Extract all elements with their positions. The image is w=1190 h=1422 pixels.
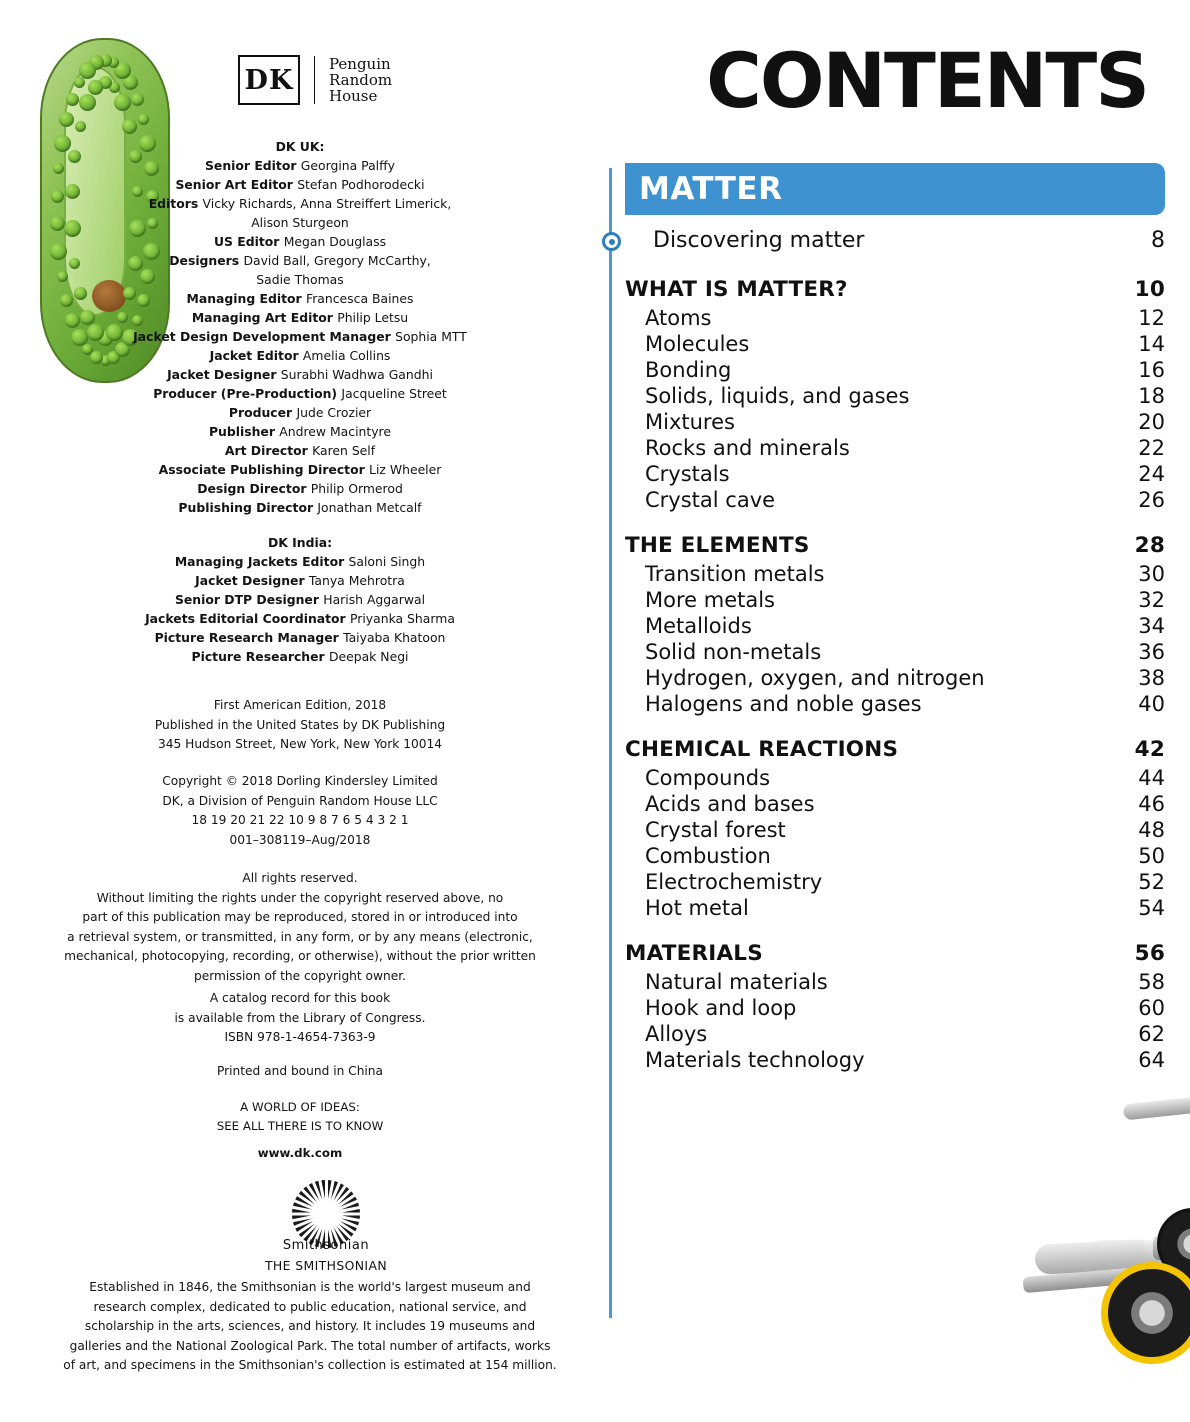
- toc-entry[interactable]: [625, 666, 1165, 692]
- uk-credit-role: Associate Publishing Director: [158, 462, 370, 477]
- toc-entry-title: Halogens and noble gases: [645, 692, 922, 716]
- toc-entry[interactable]: [625, 996, 1165, 1022]
- copyright-block: [60, 772, 540, 850]
- catalog-line-2: is available from the Library of Congress.: [174, 1010, 426, 1025]
- chloroplast-granum: [79, 62, 96, 79]
- toc-section-heading[interactable]: [625, 533, 1165, 562]
- toc-entry-page: 64: [1138, 1048, 1165, 1072]
- uk-credit-role: Senior Editor: [205, 158, 301, 173]
- toc-entry[interactable]: [625, 358, 1165, 384]
- chloroplast-granum: [88, 80, 103, 95]
- toc-entry-page: 8: [1151, 228, 1165, 253]
- uk-credit-row: [60, 175, 540, 194]
- toc-entry-title: Hot metal: [645, 896, 749, 920]
- toc-entry[interactable]: [625, 436, 1165, 462]
- uk-credit-names: Philip Letsu: [337, 310, 409, 325]
- uk-credit-row: [60, 251, 540, 270]
- uk-credit-names: Sophia MTT: [395, 329, 467, 344]
- toc-entry-page: 16: [1138, 358, 1165, 382]
- toc-entry[interactable]: [625, 562, 1165, 588]
- uk-credit-role: Jacket Design Development Manager: [133, 329, 396, 344]
- copyright-line-4: 001–308119–Aug/2018: [229, 832, 371, 847]
- uk-credit-row: [60, 213, 540, 232]
- india-credit-row: [60, 647, 540, 666]
- credits-india-list: [60, 552, 540, 666]
- uk-credit-row: [60, 498, 540, 517]
- toc-section-heading[interactable]: [625, 941, 1165, 970]
- toc-entry-page: 48: [1138, 818, 1165, 842]
- toc-entry-page: 62: [1138, 1022, 1165, 1046]
- smithsonian-line-2: research complex, dedicated to public education, national service, and: [93, 1299, 527, 1314]
- toc-entry[interactable]: [625, 640, 1165, 666]
- smithsonian-heading: THE SMITHSONIAN: [264, 1258, 388, 1273]
- catalog-block: [60, 989, 540, 1048]
- uk-credit-names: Georgina Palffy: [300, 158, 395, 173]
- uk-credit-row: [60, 479, 540, 498]
- uk-credit-names: Vicky Richards, Anna Streiffert Limerick,: [202, 196, 452, 211]
- toc-entry[interactable]: [625, 332, 1165, 358]
- race-car-illustration: [1015, 1090, 1190, 1410]
- toc-entry-title: Rocks and minerals: [645, 436, 850, 460]
- toc-entry-page: 24: [1138, 462, 1165, 486]
- smithsonian-logo-label: Smithsonian: [282, 1238, 370, 1253]
- toc-entry-page: 12: [1138, 306, 1165, 330]
- prh-line-3: House: [329, 87, 378, 105]
- chloroplast-granum: [66, 93, 79, 106]
- smithsonian-line-1: Established in 1846, the Smithsonian is the world's largest museum and: [89, 1280, 531, 1294]
- penguin-random-house-wordmark: [329, 56, 392, 104]
- uk-credit-role: Designers: [169, 253, 244, 268]
- dk-tagline-block: [60, 1098, 540, 1163]
- toc-section-page: 10: [1134, 277, 1165, 302]
- toc-entry-page: 22: [1138, 436, 1165, 460]
- toc-entry-title: Solid non-metals: [645, 640, 822, 664]
- uk-credit-row: [60, 403, 540, 422]
- toc-entry-title: Molecules: [645, 332, 750, 356]
- india-credit-names: Tanya Mehrotra: [308, 573, 405, 588]
- uk-credit-row: [60, 289, 540, 308]
- uk-credit-row: [60, 156, 540, 175]
- smithsonian-line-4: galleries and the National Zoological Park. The total number of artifacts, works: [69, 1338, 551, 1353]
- toc-entry-title: Materials technology: [645, 1048, 865, 1072]
- uk-credit-role: Managing Editor: [186, 291, 306, 306]
- contents-column: [600, 0, 1190, 1422]
- india-credit-role: Senior DTP Designer: [174, 592, 324, 607]
- uk-credit-row: [60, 384, 540, 403]
- india-credit-row: [60, 609, 540, 628]
- edition-line-3: 345 Hudson Street, New York, New York 10014: [158, 737, 442, 751]
- toc-entry-page: 18: [1138, 384, 1165, 408]
- uk-credit-role: US Editor: [213, 234, 284, 249]
- toc-entry[interactable]: [625, 766, 1165, 792]
- table-of-contents: [625, 228, 1165, 1074]
- uk-credit-names: Karen Self: [312, 443, 376, 458]
- edition-block: [60, 696, 540, 755]
- uk-credit-names: Sadie Thomas: [256, 272, 344, 287]
- uk-credit-row: [60, 460, 540, 479]
- uk-credit-role: Senior Art Editor: [175, 177, 298, 192]
- rights-line-4: a retrieval system, or transmitted, in any form, or by any means (electronic,: [67, 929, 533, 944]
- uk-credit-role: Publisher: [208, 424, 280, 439]
- prh-line-2: Random: [329, 71, 393, 89]
- dk-penguin-random-house-logo: [238, 55, 392, 105]
- uk-credit-names: Amelia Collins: [302, 348, 391, 363]
- toc-entry-title: Atoms: [645, 306, 712, 330]
- chloroplast-granum: [79, 94, 96, 111]
- toc-entry[interactable]: [625, 896, 1165, 922]
- uk-credit-names: David Ball, Gregory McCarthy,: [243, 253, 431, 268]
- target-dot-icon: [602, 232, 621, 251]
- uk-credit-row: [60, 441, 540, 460]
- smithsonian-description: [60, 1278, 560, 1376]
- rights-line-1: All rights reserved.: [242, 871, 358, 885]
- toc-entry-page: 38: [1138, 666, 1165, 690]
- uk-credit-role: Managing Art Editor: [191, 310, 338, 325]
- credits-block: [60, 135, 540, 666]
- toc-section-title: CHEMICAL REACTIONS: [625, 737, 899, 762]
- toc-entry-page: 14: [1138, 332, 1165, 356]
- india-credit-role: Picture Research Manager: [154, 630, 344, 645]
- toc-entry[interactable]: [625, 588, 1165, 614]
- toc-section-page: 28: [1134, 533, 1165, 558]
- toc-entry-title: Crystal forest: [645, 818, 786, 842]
- india-credit-row: [60, 590, 540, 609]
- toc-entry-title: Crystal cave: [645, 488, 776, 512]
- toc-entry-page: 26: [1138, 488, 1165, 512]
- rights-line-3: part of this publication may be reproduced, stored in or introduced into: [82, 910, 518, 924]
- rear-wing: [1123, 1084, 1190, 1121]
- toc-entry[interactable]: [625, 1048, 1165, 1074]
- logo-divider: [314, 56, 315, 104]
- toc-entry-page: 46: [1138, 792, 1165, 816]
- uk-credit-role: Producer (Pre-Production): [153, 386, 342, 401]
- uk-credit-names: Megan Douglass: [283, 234, 387, 249]
- uk-credit-names: Andrew Macintyre: [279, 424, 392, 439]
- toc-entry[interactable]: [625, 692, 1165, 718]
- isbn: ISBN 978-1-4654-7363-9: [224, 1030, 376, 1044]
- toc-entry[interactable]: [625, 870, 1165, 896]
- catalog-line-1: A catalog record for this book: [209, 991, 391, 1005]
- uk-credit-row: [60, 232, 540, 251]
- toc-entry[interactable]: [625, 384, 1165, 410]
- india-credit-role: Picture Researcher: [191, 649, 329, 664]
- contents-spine-rule: [609, 168, 612, 1318]
- toc-entry-page: 50: [1138, 844, 1165, 868]
- dk-website-link[interactable]: www.dk.com: [257, 1146, 343, 1160]
- smithsonian-line-5: of art, and specimens in the Smithsonian's collection is estimated at 154 million.: [63, 1358, 557, 1372]
- toc-entry[interactable]: [625, 844, 1165, 870]
- toc-section-heading[interactable]: [625, 277, 1165, 306]
- toc-section-title: WHAT IS MATTER?: [625, 277, 848, 302]
- toc-entry-title: Hook and loop: [645, 996, 797, 1020]
- uk-credit-role: Producer: [228, 405, 297, 420]
- toc-entry[interactable]: [625, 970, 1165, 996]
- copyright-line-2: DK, a Division of Penguin Random House LLC: [162, 793, 438, 808]
- uk-credit-role: Jacket Designer: [167, 367, 281, 382]
- uk-credit-role: Editors: [148, 196, 203, 211]
- toc-spacer: [625, 718, 1165, 737]
- india-credit-role: Managing Jackets Editor: [174, 554, 349, 569]
- toc-entry-title: Combustion: [645, 844, 771, 868]
- uk-credit-role: Design Director: [197, 481, 311, 496]
- edition-line-1: First American Edition, 2018: [213, 698, 387, 712]
- tagline-line-2: SEE ALL THERE IS TO KNOW: [216, 1119, 384, 1133]
- toc-entry-page: 36: [1138, 640, 1165, 664]
- uk-credit-names: Surabhi Wadhwa Gandhi: [280, 367, 433, 382]
- chloroplast-granum: [122, 119, 137, 134]
- toc-feature-entry[interactable]: [625, 228, 1165, 258]
- credits-india-heading: DK India:: [267, 535, 333, 550]
- uk-credit-names: Philip Ormerod: [310, 481, 403, 496]
- toc-entry-page: 52: [1138, 870, 1165, 894]
- uk-credit-names: Francesca Baines: [305, 291, 414, 306]
- toc-section-title: THE ELEMENTS: [625, 533, 810, 558]
- uk-credit-row: [60, 327, 540, 346]
- india-credit-row: [60, 552, 540, 571]
- toc-entry-title: Acids and bases: [645, 792, 815, 816]
- uk-credit-row: [60, 346, 540, 365]
- credits-uk-heading: DK UK:: [275, 139, 325, 154]
- tagline-line-1: A WORLD OF IDEAS:: [240, 1100, 360, 1114]
- toc-entry-title: Metalloids: [645, 614, 752, 638]
- uk-credit-names: Liz Wheeler: [369, 462, 442, 477]
- uk-credit-role: Jacket Editor: [209, 348, 303, 363]
- india-credit-names: Harish Aggarwal: [323, 592, 426, 607]
- toc-entry-page: 60: [1138, 996, 1165, 1020]
- edition-line-2: Published in the United States by DK Publishing: [154, 717, 446, 732]
- toc-entry-title: Natural materials: [645, 970, 828, 994]
- toc-entry-title: Discovering matter: [653, 228, 865, 253]
- india-credit-row: [60, 628, 540, 647]
- rights-line-6: permission of the copyright owner.: [194, 968, 406, 983]
- chloroplast-granum: [114, 94, 131, 111]
- toc-entry-title: Compounds: [645, 766, 771, 790]
- section-banner-matter: [625, 163, 1165, 215]
- uk-credit-row: [60, 308, 540, 327]
- india-credit-names: Deepak Negi: [328, 649, 409, 664]
- toc-entry[interactable]: [625, 614, 1165, 640]
- toc-entry-title: Electrochemistry: [645, 870, 823, 894]
- credits-uk-list: [60, 156, 540, 517]
- india-credit-names: Priyanka Sharma: [350, 611, 455, 626]
- page-title: CONTENTS: [706, 36, 1148, 125]
- toc-entry-title: Transition metals: [645, 562, 825, 586]
- india-credit-role: Jacket Designer: [195, 573, 309, 588]
- chloroplast-granum: [131, 93, 144, 106]
- toc-entry[interactable]: [625, 306, 1165, 332]
- toc-entry-title: Alloys: [645, 1022, 708, 1046]
- copyright-line-1: Copyright © 2018 Dorling Kindersley Limited: [162, 774, 438, 788]
- toc-entry[interactable]: [625, 462, 1165, 488]
- uk-credit-names: Alison Sturgeon: [251, 215, 349, 230]
- rights-block: [60, 869, 540, 986]
- india-credit-names: Taiyaba Khatoon: [343, 630, 446, 645]
- toc-entry-page: 58: [1138, 970, 1165, 994]
- toc-entry-title: Hydrogen, oxygen, and nitrogen: [645, 666, 985, 690]
- toc-section-title: MATERIALS: [625, 941, 763, 966]
- uk-credit-names: Jonathan Metcalf: [317, 500, 422, 515]
- toc-entry-page: 40: [1138, 692, 1165, 716]
- uk-credit-role: Publishing Director: [178, 500, 318, 515]
- copyright-line-3: 18 19 20 21 22 10 9 8 7 6 5 4 3 2 1: [191, 813, 409, 827]
- toc-entry-page: 32: [1138, 588, 1165, 612]
- prh-line-1: Penguin: [329, 55, 391, 73]
- toc-section-page: 56: [1134, 941, 1165, 966]
- rights-line-5: mechanical, photocopying, recording, or otherwise), without the prior written: [64, 949, 536, 963]
- uk-credit-row: [60, 422, 540, 441]
- chloroplast-granum: [138, 114, 149, 125]
- chloroplast-granum: [75, 121, 86, 132]
- uk-credit-row: [60, 270, 540, 289]
- uk-credit-row: [60, 194, 540, 213]
- india-credit-names: Saloni Singh: [348, 554, 426, 569]
- toc-entry-page: 20: [1138, 410, 1165, 434]
- toc-entry-title: Bonding: [645, 358, 732, 382]
- toc-entry-page: 44: [1138, 766, 1165, 790]
- toc-entry-title: Solids, liquids, and gases: [645, 384, 910, 408]
- india-credit-role: Jackets Editorial Coordinator: [145, 611, 350, 626]
- toc-entry[interactable]: [625, 488, 1165, 514]
- india-credit-row: [60, 571, 540, 590]
- toc-entry-title: Mixtures: [645, 410, 735, 434]
- wheel-front-left: [1105, 1266, 1190, 1360]
- toc-entry[interactable]: [625, 792, 1165, 818]
- section-banner-label: MATTER: [639, 171, 783, 207]
- printed-line: Printed and bound in China: [217, 1064, 383, 1078]
- rights-line-2: Without limiting the rights under the copyright reserved above, no: [96, 890, 504, 905]
- printing-note: [60, 1062, 540, 1082]
- uk-credit-names: Jude Crozier: [296, 405, 372, 420]
- toc-entry-title: More metals: [645, 588, 775, 612]
- smithsonian-line-3: scholarship in the arts, sciences, and history. It includes 19 museums and: [84, 1319, 536, 1333]
- toc-entry-page: 30: [1138, 562, 1165, 586]
- toc-entry[interactable]: [625, 1022, 1165, 1048]
- toc-spacer: [625, 514, 1165, 533]
- toc-entry[interactable]: [625, 410, 1165, 436]
- toc-entry[interactable]: [625, 818, 1165, 844]
- uk-credit-row: [60, 365, 540, 384]
- toc-entry-title: Crystals: [645, 462, 730, 486]
- uk-credit-names: Stefan Podhorodecki: [297, 177, 425, 192]
- toc-section-page: 42: [1134, 737, 1165, 762]
- toc-entry-page: 54: [1138, 896, 1165, 920]
- uk-credit-names: Jacqueline Street: [341, 386, 447, 401]
- dk-logo-mark: DK: [238, 55, 300, 105]
- toc-section-heading[interactable]: [625, 737, 1165, 766]
- toc-spacer: [625, 922, 1165, 941]
- uk-credit-role: Art Director: [224, 443, 313, 458]
- toc-entry-page: 34: [1138, 614, 1165, 638]
- toc-spacer: [625, 258, 1165, 277]
